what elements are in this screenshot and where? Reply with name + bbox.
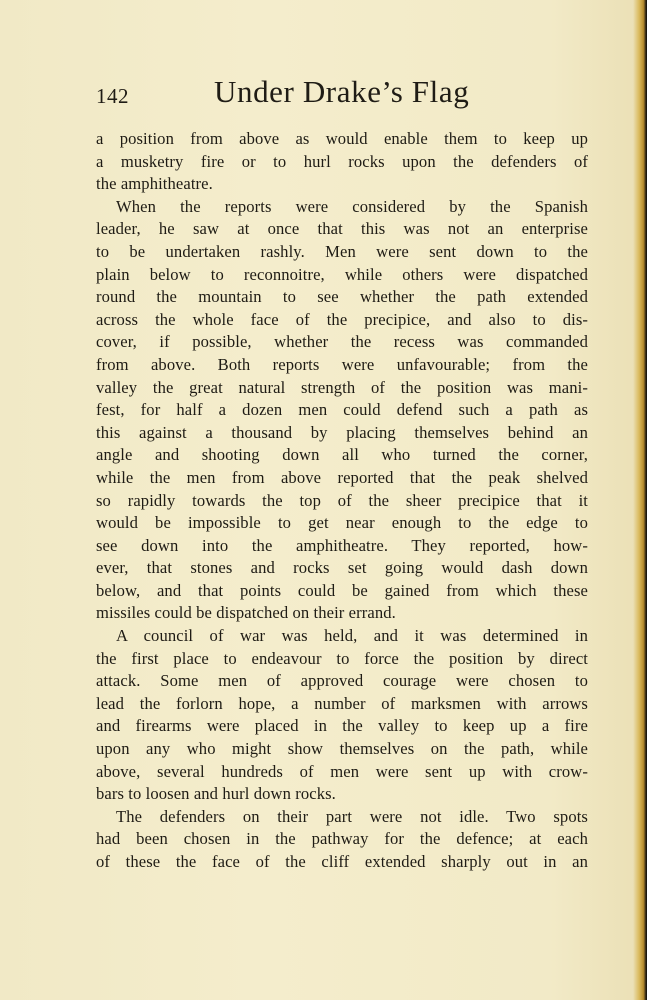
- text-line: the first place to endeavour to force the position by direct: [96, 648, 588, 668]
- text-line: fest, for half a dozen men could defend such a path as: [96, 400, 588, 420]
- text-line: a position from above as would enable them to keep up: [96, 129, 588, 148]
- text-line: of these the face of the cliff extended sharply out in an: [96, 852, 588, 871]
- text-line: cover, if possible, whether the recess was commanded: [96, 332, 588, 352]
- text-line: this against a thousand by placing themselves behind an: [96, 422, 588, 442]
- text-line: to be undertaken rashly. Men were sent down to the: [96, 241, 588, 261]
- text-line: missiles could be dispatched on their errand.: [96, 603, 396, 623]
- page-number: 142: [96, 84, 129, 108]
- text-line: attack. Some men of approved courage were chosen to: [96, 671, 588, 691]
- page-edge: [633, 0, 647, 1000]
- text-line: below, and that points could be gained from which these: [96, 580, 588, 600]
- text-line: above, several hundreds of men were sent up with crow-: [96, 761, 588, 781]
- text-line: the amphitheatre.: [96, 174, 213, 194]
- text-line: had been chosen in the pathway for the defence; at each: [96, 829, 588, 849]
- paragraph: [96, 806, 588, 874]
- text-line: lead the forlorn hope, a number of marksmen with arrows: [96, 693, 588, 713]
- text-line: a musketry fire or to hurl rocks upon the defenders of: [96, 151, 588, 171]
- paragraph: [96, 196, 588, 625]
- text-line: When the reports were considered by the Spanish: [116, 196, 588, 216]
- text-line: plain below to reconnoitre, while others were dispatched: [96, 264, 588, 284]
- text-line: from above. Both reports were unfavourable; from the: [96, 354, 588, 374]
- body-text: [96, 128, 588, 874]
- text-line: see down into the amphitheatre. They reported, how-: [96, 535, 588, 555]
- running-head: [96, 74, 590, 118]
- paragraph: [96, 625, 588, 806]
- text-line: leader, he saw at once that this was not an enterprise: [96, 219, 588, 239]
- text-line: would be impossible to get near enough to the edge to: [96, 513, 588, 533]
- paragraph: [96, 128, 588, 196]
- text-line: while the men from above reported that the peak shelved: [96, 467, 588, 487]
- text-line: upon any who might show themselves on the path, while: [96, 739, 588, 759]
- text-line: bars to loosen and hurl down rocks.: [96, 784, 336, 804]
- text-line: round the mountain to see whether the path extended: [96, 287, 588, 307]
- text-line: valley the great natural strength of the position was mani-: [96, 377, 588, 397]
- text-line: and firearms were placed in the valley to keep up a fire: [96, 716, 588, 736]
- text-line: across the whole face of the precipice, and also to dis-: [96, 309, 588, 329]
- text-line: ever, that stones and rocks set going would dash down: [96, 558, 588, 578]
- text-line: The defenders on their part were not idle. Two spots: [116, 806, 588, 826]
- text-line: so rapidly towards the top of the sheer precipice that it: [96, 490, 588, 510]
- text-line: A council of war was held, and it was determined in: [116, 626, 588, 646]
- book-title: Under Drake’s Flag: [214, 74, 470, 109]
- text-line: angle and shooting down all who turned the corner,: [96, 445, 588, 465]
